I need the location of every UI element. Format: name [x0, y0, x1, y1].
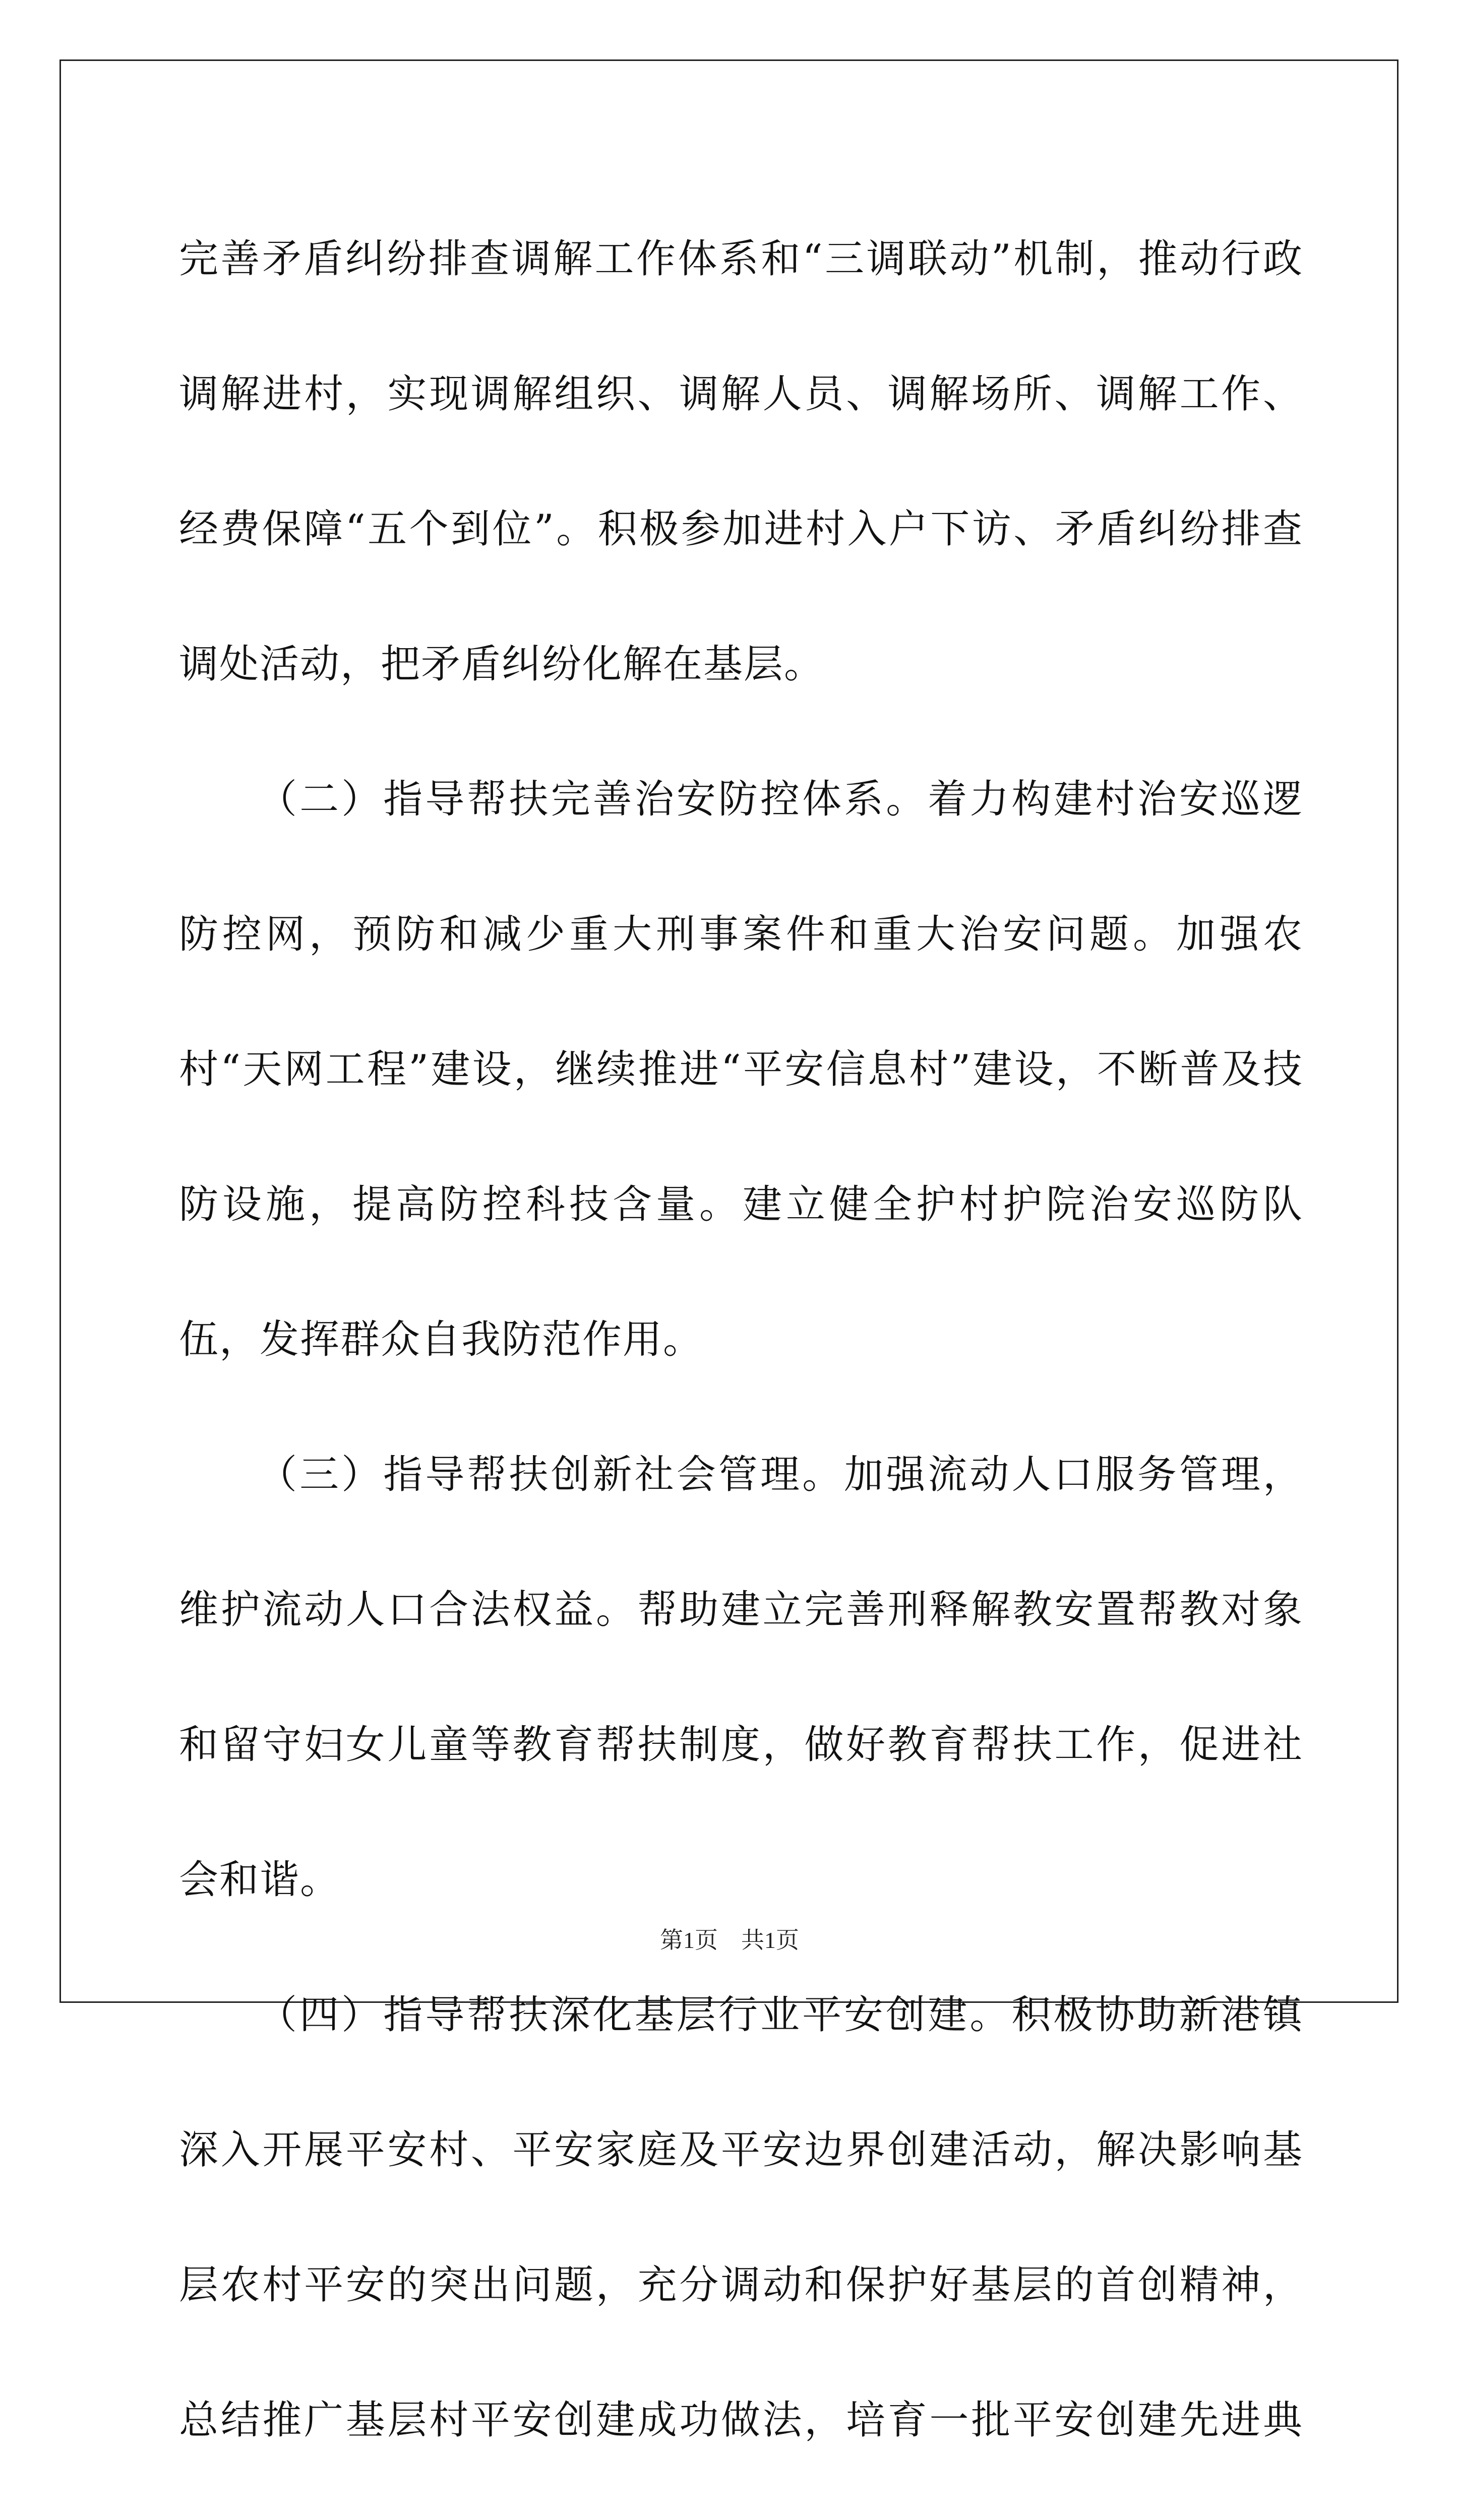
page-footer: 第1页 共1页	[660, 1927, 799, 1953]
paragraph-1: 完善矛盾纠纷排查调解工作体系和“三调联动”机制，推动行政调解进村，实现调解组织、调解人员、调解场所、调解工作、经费保障“五个到位”。积极参加进村入户下访、矛盾纠纷排查调处活动，把矛盾纠纷化解在基层。	[179, 236, 1303, 687]
paragraph-2: （二）指导帮扶完善治安防控体系。着力构建村治安巡逻防控网，预防和减少重大刑事案件和重大治安问题。加强农村“天网工程”建设，继续推进“平安信息村”建设，不断普及技防设施，提高防控科技含量。建立健全护村护院治安巡防队伍，发挥群众自我防范作用。	[179, 777, 1303, 1362]
paragraph-3: （三）指导帮扶创新社会管理。加强流动人口服务管理，维护流动人口合法权益。帮助建立完善刑释解教安置帮教对象和留守妇女儿童等教育帮扶制度，做好教育帮扶工作，促进社会和谐。	[179, 1452, 1303, 1903]
paragraph-4: （四）指导帮扶深化基层行业平安创建。积极协助新港镇深入开展平安村、平安家庭及平安边界创建活动，解决影响基层农村平安的突出问题，充分调动和保护好基层的首创精神，总结推广基层村平安创建成功做法，培育一批平安创建先进典	[179, 1992, 1303, 2443]
document-body	[179, 192, 1303, 2520]
